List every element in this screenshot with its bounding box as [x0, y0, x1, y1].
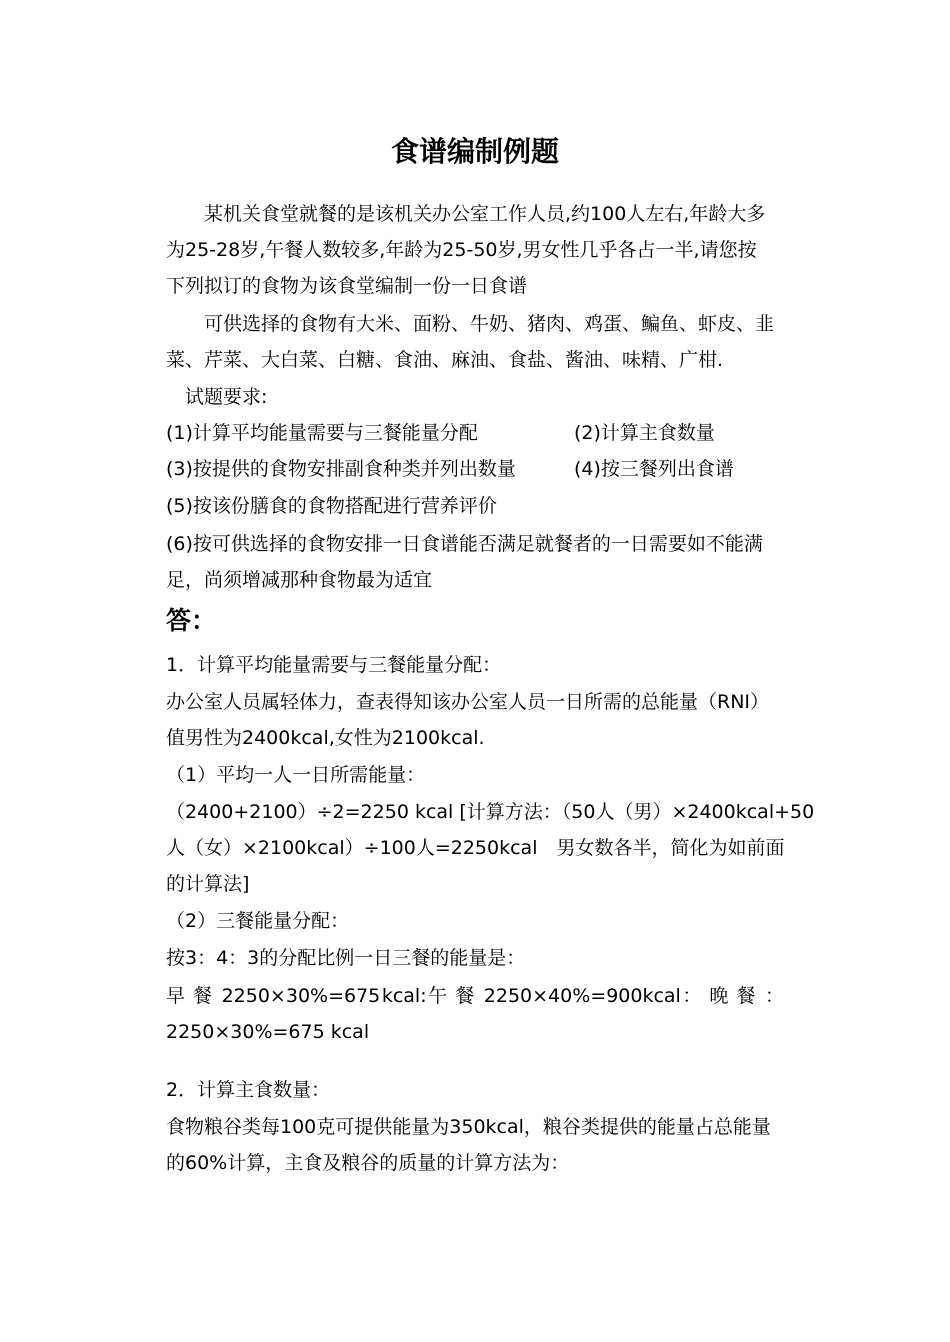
requirement-6-line1: (6)按可供选择的食物安排一日食谱能否满足就餐者的一日需要如不能满 — [166, 533, 763, 555]
question-para1-line1: 某机关食堂就餐的是该机关办公室工作人员,约100人左右,年龄大多 — [166, 203, 766, 225]
lunch-calc: 2250×40%=900kcal — [483, 985, 681, 1007]
section1-line2: 值男性为2400kcal,女性为2100kcal. — [166, 727, 485, 749]
requirement-1: (1)计算平均能量需要与三餐能量分配 — [166, 422, 478, 444]
requirement-2: (2)计算主食数量 — [574, 422, 715, 444]
answer-label: 答： — [166, 606, 217, 635]
section1-sub2: （2）三餐能量分配： — [166, 910, 350, 932]
section1-heading: 1．计算平均能量需要与三餐能量分配： — [166, 654, 502, 676]
requirement-4: (4)按三餐列出食谱 — [574, 458, 734, 480]
section1-line1: 办公室人员属轻体力，查表得知该办公室人员一日所需的总能量（RNI） — [166, 691, 770, 713]
question-para1-line2: 为25-28岁,午餐人数较多,年龄为25-50岁,男女性几乎各占一半,请您按 — [166, 239, 757, 261]
breakfast-label: 早餐 — [166, 985, 221, 1007]
lunch-label: 午餐 — [428, 985, 483, 1007]
document-title: 食谱编制例题 — [390, 135, 559, 168]
section1-sub1: （1）平均一人一日所需能量： — [166, 764, 426, 786]
section1-ratio: 按3：4：3的分配比例一日三餐的能量是： — [166, 947, 526, 969]
question-para2-line1: 可供选择的食物有大米、面粉、牛奶、猪肉、鸡蛋、鳊鱼、虾皮、韭 — [166, 313, 775, 335]
meals-energy-line2: 2250×30%=675 kcal — [166, 1021, 370, 1043]
breakfast-unit: kcal: — [381, 985, 427, 1007]
requirement-6-line2: 足，尚须增减那种食物最为适宜 — [166, 569, 433, 591]
section1-calc-line1: （2400+2100）÷2=2250 kcal [计算方法：（50人（男）×2400kcal+50 — [166, 801, 815, 823]
requirement-3: (3)按提供的食物安排副食种类并列出数量 — [166, 458, 516, 480]
requirement-5: (5)按该份膳食的食物搭配进行营养评价 — [166, 495, 497, 517]
section2-line1: 食物粮谷类每100克可提供能量为350kcal，粮谷类提供的能量占总能量 — [166, 1116, 771, 1138]
question-para2-line2: 菜、芹菜、大白菜、白糖、食油、麻油、食盐、酱油、味精、广柑. — [166, 349, 724, 371]
breakfast-calc: 2250×30%=675 — [221, 985, 381, 1007]
section1-calc-line2: 人（女）×2100kcal）÷100人=2250kcal 男女数各半，简化为如前面 — [166, 837, 785, 859]
requirements-label: 试题要求: — [166, 386, 268, 408]
meals-energy-line — [166, 984, 784, 1008]
dinner-colon: ： — [764, 985, 784, 1007]
section2-heading: 2．计算主食数量： — [166, 1079, 331, 1101]
section1-calc-line3: 的计算法] — [166, 873, 250, 895]
dinner-label: ：晚餐 — [682, 985, 764, 1007]
question-para1-line3: 下列拟订的食物为该食堂编制一份一日食谱 — [166, 275, 528, 297]
section2-line2: 的60%计算，主食及粮谷的质量的计算方法为： — [166, 1152, 570, 1174]
